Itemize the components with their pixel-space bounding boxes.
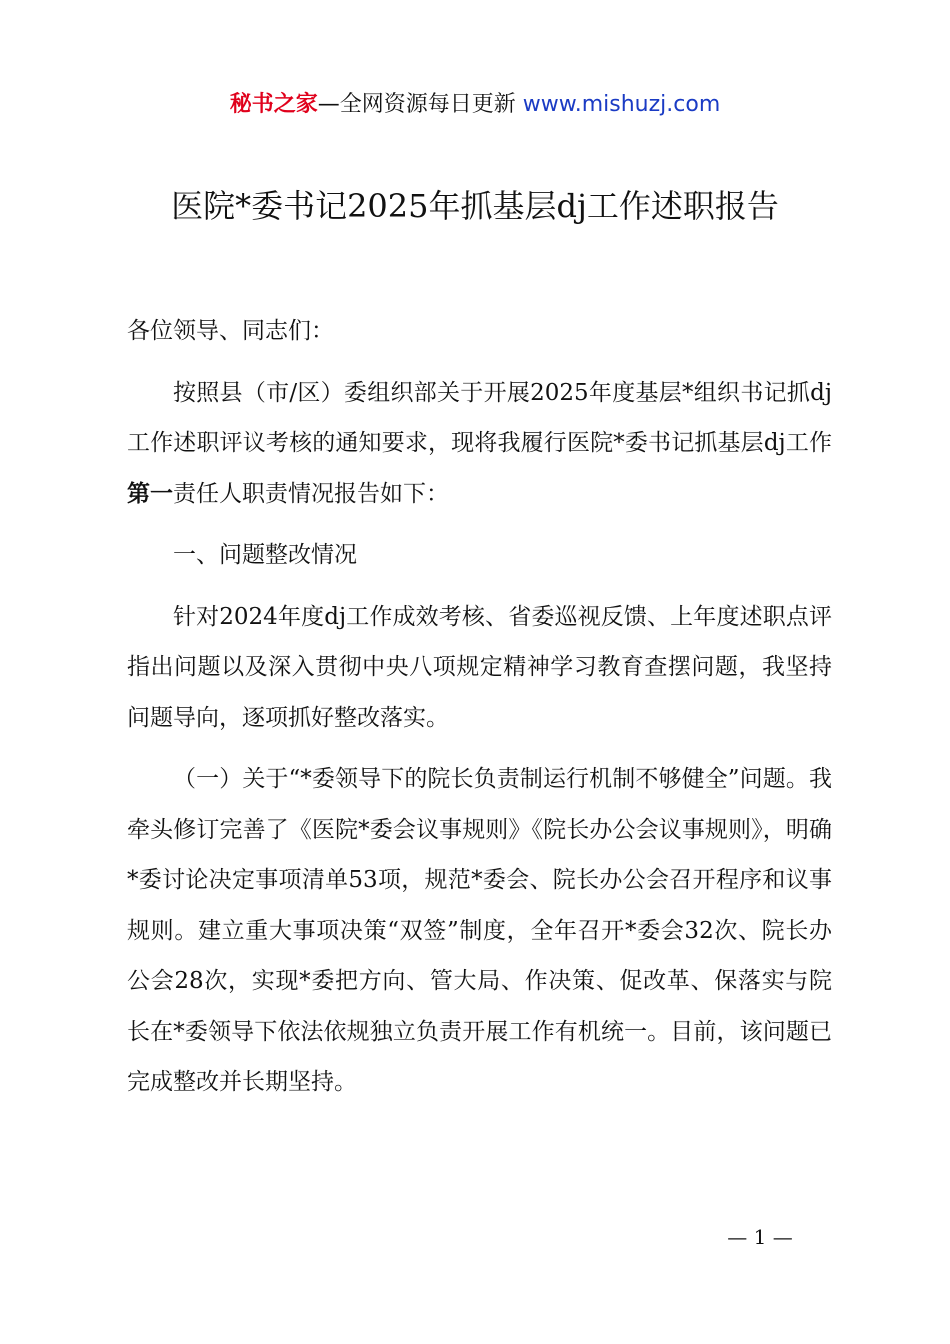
intro-paragraph [127,368,832,520]
site-brand: 秘书之家 [229,92,318,117]
salutation: 各位领导、同志们： [127,318,334,344]
intro-bold-text: 第一 [127,479,173,507]
page-number: — 1 — [727,1225,793,1249]
site-banner [0,88,950,122]
subsection-paragraph: （一）关于“*委领导下的院长负责制运行机制不够健全”问题。我牵头修订完善了《医院*委会议事规则》《院长办公会议事规则》，明确*委讨论决定事项清单53项，规范*委会、院长办公会召开程序和议事规则。建立重大事项决策“双签”制度，全年召开*委会32次、院长办公会28次，实现*委把方向、管大局、作决策、促改革、保落实与院长在*委领导下依法依规独立负责开展工作有机统一。目前，该问题已完成整改并长期坚持。 [127,766,832,1095]
site-slogan: —全网资源每日更新 [317,92,516,117]
intro-text-part: 责任人职责情况报告如下： [173,480,449,507]
document-body [127,306,832,1119]
section-heading: 一、问题整改情况 [173,542,357,568]
intro-text-part: 按照县（市/区）委组织部关于开展2025年度基层*组织书记抓dj工作述职评议考核的通知要求，现将我履行医院*委书记抓基层dj工作 [127,379,832,456]
document-title: 医院*委书记2025年抓基层dj工作述职报告 [171,187,779,225]
section-paragraph: 针对2024年度dj工作成效考核、省委巡视反馈、上年度述职点评指出问题以及深入贯彻中央八项规定精神学习教育查摆问题，我坚持问题导向，逐项抓好整改落实。 [127,603,832,731]
site-url-link[interactable]: www.mishuzj.com [522,92,721,117]
